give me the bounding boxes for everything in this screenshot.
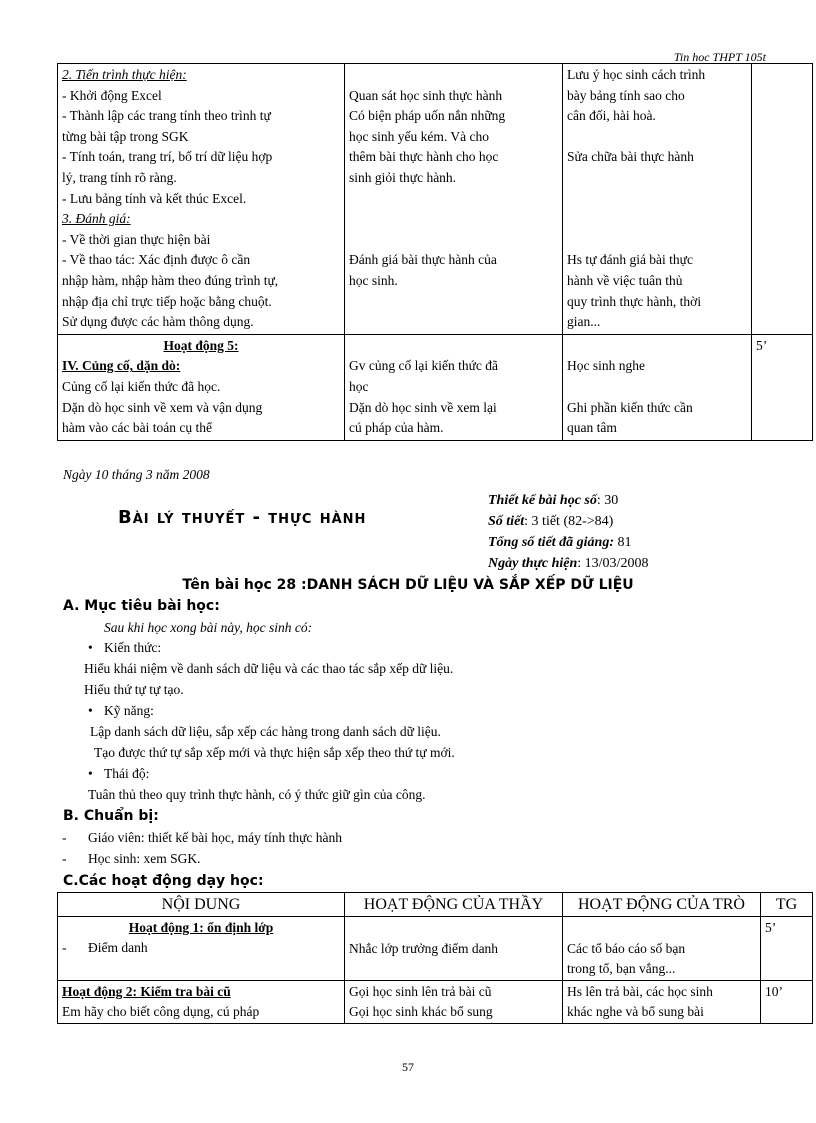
tg-cell <box>752 334 813 440</box>
meta-label: Số tiết <box>488 514 525 529</box>
text-line: Gv củng cố lại kiến thức đã <box>349 358 499 374</box>
page-number: 57 <box>402 1060 414 1074</box>
text-value: Điểm danh <box>88 940 148 955</box>
lesson-type-title: Bài lý thuyết - thực hành <box>118 507 367 528</box>
content-cell <box>58 917 345 981</box>
text-line: Em hãy cho biết công dụng, cú pháp <box>62 1003 260 1019</box>
text-line: - Lưu bảng tính và kết thúc Excel. <box>62 190 247 206</box>
activity-heading: Hoạt động 5: <box>163 337 239 353</box>
section-a-heading <box>63 598 220 614</box>
heading-evaluation: 3. Đánh giá: <box>62 211 131 227</box>
attitude-label: • Thái độ: <box>104 766 149 782</box>
meta-label: Thiết kế bài học số <box>488 493 597 508</box>
lesson-title: Tên bài học 28 :DANH SÁCH DỮ LIỆU VÀ SẮP XẾP DỮ LIỆU <box>182 577 634 593</box>
meta-label: Tổng số tiết đã giảng: <box>488 535 615 550</box>
content-cell <box>58 334 345 440</box>
section-colon: : <box>153 808 159 824</box>
text-line: - Tính toán, trang trí, bố trí dữ liệu hợp <box>62 149 273 165</box>
section-c-title: C.Các hoạt động dạy học <box>63 873 258 889</box>
section-b-title: B. Chuẩn bị <box>63 808 154 824</box>
text-line: - Khởi động Excel <box>62 87 162 103</box>
table-header-row <box>58 893 813 917</box>
column-header: HOẠT ĐỘNG CỦA TRÒ <box>563 893 761 917</box>
text-line: Sử dụng được các hàm thông dụng. <box>62 314 254 330</box>
text-line: Củng cố lại kiến thức đã học. <box>62 378 221 394</box>
text-line: hàm vào các bài toán cụ thể <box>62 420 212 436</box>
text-line: lý, trang tính rõ ràng. <box>62 169 177 185</box>
teacher-cell <box>345 334 563 440</box>
text-line: bày bảng tính sao cho <box>567 87 685 103</box>
section-a-intro: Sau khi học xong bài này, học sinh có: <box>104 620 313 635</box>
knowledge-label: • Kiến thức: <box>104 640 161 656</box>
continuation-table <box>57 63 813 441</box>
activity-heading: Hoạt động 1: ổn định lớp <box>128 920 274 935</box>
text-line: Các tổ báo cáo số bạn <box>567 940 686 956</box>
text-line: - Thành lập các trang tính theo trình tự <box>62 108 271 124</box>
running-header: Tin hoc THPT 105t <box>673 50 766 64</box>
text-line: sinh giỏi thực hành. <box>349 169 457 185</box>
attitude-line: Tuân thủ theo quy trình thực hành, có ý thức giữ gìn của công. <box>88 787 426 802</box>
activity-heading: Hoạt động 2: Kiểm tra bài cũ <box>62 983 231 999</box>
activities-table <box>57 892 813 1024</box>
knowledge-line: Hiểu khái niệm về danh sách dữ liệu và các thao tác sắp xếp dữ liệu. <box>84 661 454 676</box>
student-cell <box>563 334 752 440</box>
text-line: Dặn dò học sinh về xem và vận dụng <box>62 399 263 415</box>
student-cell <box>563 917 761 981</box>
text-line: Sửa chữa bài thực hành <box>567 149 694 165</box>
teacher-cell <box>345 980 563 1023</box>
meta-value: 81 <box>614 535 632 550</box>
table-row <box>58 334 813 440</box>
student-cell <box>563 980 761 1023</box>
content-cell <box>58 980 345 1023</box>
text-line: Có biện pháp uốn nắn những <box>349 108 506 124</box>
section-colon: : <box>214 598 220 614</box>
table-row <box>58 917 813 981</box>
tg-value: 5’ <box>765 920 777 935</box>
content-cell <box>58 64 345 335</box>
section-b-heading <box>63 808 159 824</box>
text-line: Quan sát học sinh thực hành <box>349 87 503 103</box>
text-line: học <box>349 378 369 394</box>
skills-label: • Kỹ năng: <box>104 703 154 719</box>
text-line: trong tổ, bạn vắng... <box>567 960 676 976</box>
skills-line: Tạo được thứ tự sắp xếp mới và thực hiện sắp xếp theo thứ tự mới. <box>94 745 455 760</box>
tg-cell <box>761 980 813 1023</box>
text-line: Học sinh nghe <box>567 358 645 374</box>
text-line: học sinh yếu kém. Và cho <box>349 128 489 144</box>
meta-value: : 3 tiết (82->84) <box>524 514 614 529</box>
text-line: - Về thời gian thực hiện bài <box>62 231 211 247</box>
text-line: - Về thao tác: Xác định được ô cần <box>62 252 251 268</box>
column-header: HOẠT ĐỘNG CỦA THẦY <box>345 893 563 917</box>
tg-cell <box>752 64 813 335</box>
text-line: - Điểm danh <box>62 940 148 955</box>
text-line: Đánh giá bài thực hành của <box>349 252 497 268</box>
text-line: học sinh. <box>349 272 398 288</box>
text-line: nhập địa chỉ trực tiếp hoặc bằng chuột. <box>62 293 272 309</box>
section-colon: : <box>257 873 264 889</box>
text-line: cú pháp của hàm. <box>349 420 444 436</box>
text-line: hành về việc tuân thủ <box>567 272 683 288</box>
lesson-date: Ngày 10 tháng 3 năm 2008 <box>63 467 210 482</box>
column-header: TG <box>761 893 813 917</box>
prep-item: - Học sinh: xem SGK. <box>88 851 201 867</box>
student-cell <box>563 64 752 335</box>
text-line: quy trình thực hành, thời <box>567 293 702 309</box>
text-line: Hs lên trả bài, các học sinh <box>567 983 713 999</box>
lesson-meta <box>488 490 648 574</box>
text-line: từng bài tập trong SGK <box>62 128 189 144</box>
tg-value: 10’ <box>765 983 783 999</box>
meta-value: : 13/03/2008 <box>577 556 649 571</box>
text-line: Gọi học sinh khác bổ sung <box>349 1003 493 1019</box>
text-line: Nhắc lớp trưởng điểm danh <box>349 940 499 956</box>
text-line: Dặn dò học sinh về xem lại <box>349 399 497 415</box>
text-line: nhập hàm, nhập hàm theo đúng trình tự, <box>62 272 279 288</box>
text-line: gian... <box>567 314 601 330</box>
text-line: Lưu ý học sinh cách trình <box>567 67 706 82</box>
meta-label: Ngày thực hiện <box>488 556 578 571</box>
table-row <box>58 64 813 335</box>
teacher-cell <box>345 64 563 335</box>
teacher-cell <box>345 917 563 981</box>
section-heading: IV. Củng cố, dặn dò: <box>62 358 181 374</box>
tg-cell <box>761 917 813 981</box>
meta-value: : 30 <box>596 493 619 508</box>
prep-item: - Giáo viên: thiết kế bài học, máy tính thực hành <box>88 830 342 846</box>
tg-value: 5’ <box>756 337 768 353</box>
knowledge-line: Hiểu thứ tự tự tạo. <box>84 682 184 697</box>
text-line: Gọi học sinh lên trả bài cũ <box>349 983 492 999</box>
text-line: Ghi phần kiến thức cần <box>567 399 693 415</box>
skills-line: Lập danh sách dữ liệu, sắp xếp các hàng trong danh sách dữ liệu. <box>90 724 441 739</box>
section-c-heading <box>63 873 264 889</box>
text-line: Hs tự đánh giá bài thực <box>567 252 693 268</box>
table-row <box>58 980 813 1023</box>
text-line: quan tâm <box>567 420 617 436</box>
section-a-title: A. Mục tiêu bài học <box>63 598 215 614</box>
text-line: khác nghe và bổ sung bài <box>567 1003 704 1019</box>
text-line: thêm bài thực hành cho học <box>349 149 499 165</box>
column-header: NỘI DUNG <box>58 893 345 917</box>
heading-progress: 2. Tiến trình thực hiện: <box>62 67 187 82</box>
text-line: cân đối, hài hoà. <box>567 108 656 124</box>
